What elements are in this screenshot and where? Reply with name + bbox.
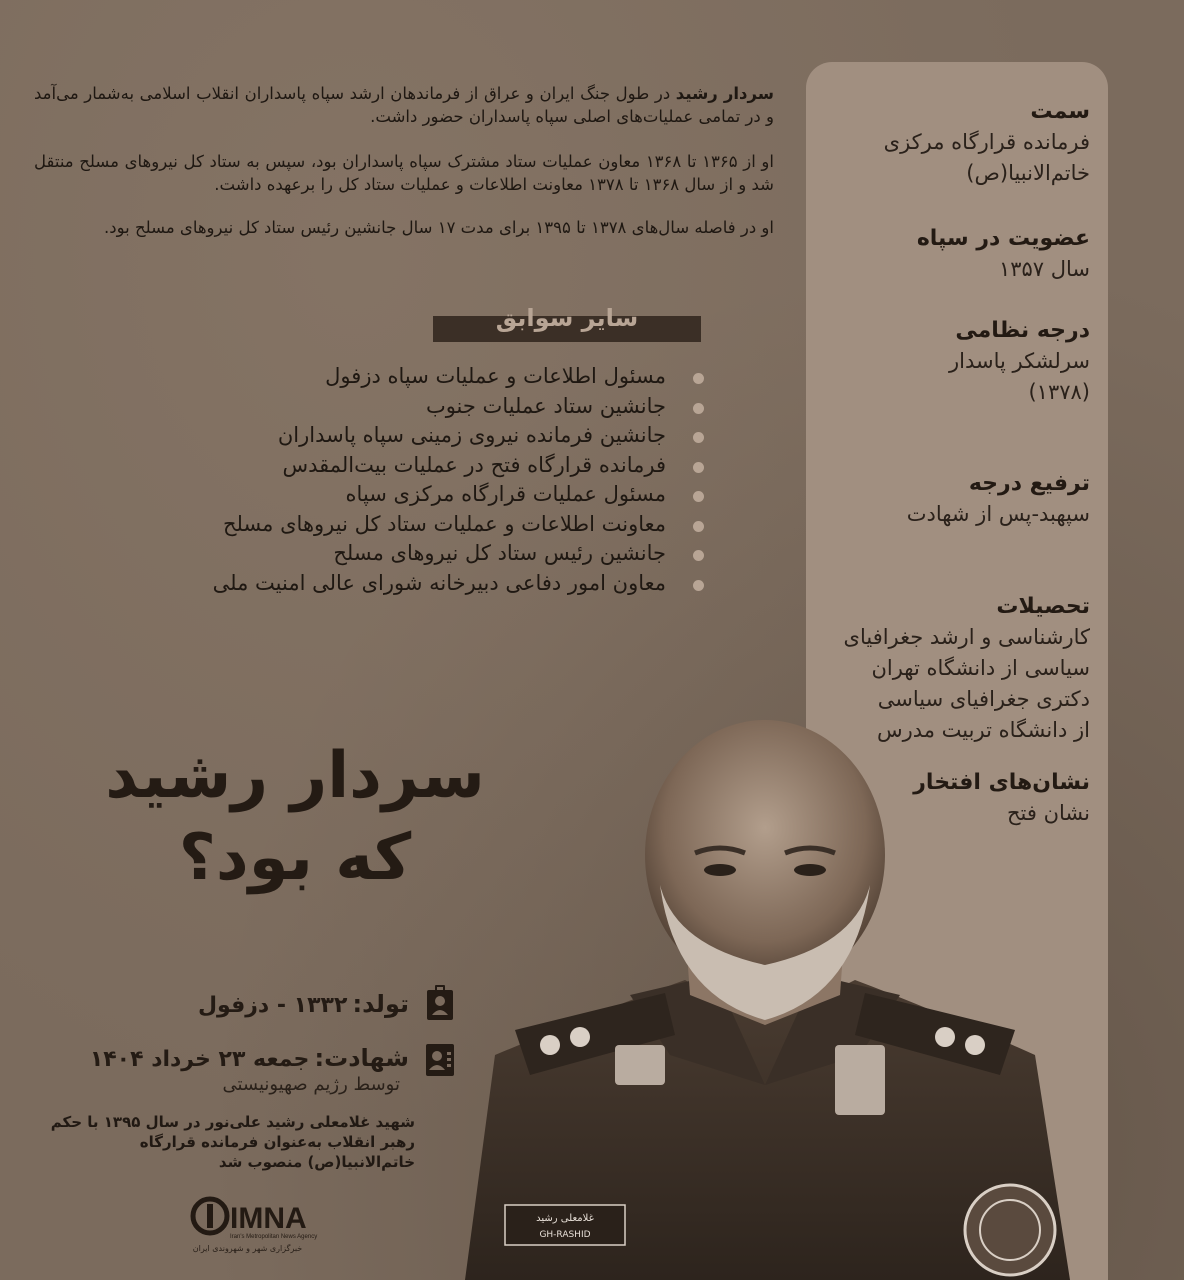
birth-label: تولد: (352, 990, 409, 1018)
logo-tagline: Iran's Metropolitan News Agency (230, 1234, 318, 1240)
membership-field (790, 224, 1090, 285)
membership-label: عضویت در سپاه (916, 226, 1090, 251)
list-item: مسئول عملیات قرارگاه مرکزی سپاه (104, 480, 704, 510)
membership-value: سال ۱۳۵۷ (998, 257, 1090, 281)
position-field (790, 97, 1090, 189)
birth-row (198, 990, 409, 1018)
list-item: معاونت اطلاعات و عملیات ستاد کل نیروهای مسلح (104, 510, 704, 540)
bullet-icon (693, 491, 704, 502)
id-card-icon (425, 1042, 455, 1078)
portrait-photo (455, 725, 1075, 1280)
promotion-label: ترفیع درجه (968, 471, 1090, 496)
nametag-en: GH-RASHID (539, 1230, 591, 1240)
records-list (104, 362, 704, 598)
bullet-icon (693, 462, 704, 473)
martyrdom-sub: توسط رژیم صهیونیستی (222, 1074, 400, 1095)
intro-paragraph-1 (34, 82, 774, 128)
rank-field (790, 316, 1090, 408)
list-item: جانشین ستاد عملیات جنوب (104, 392, 704, 422)
bullet-icon (693, 521, 704, 532)
records-title: سایر سوابق (495, 304, 639, 332)
bullet-icon (693, 580, 704, 591)
list-item: معاون امور دفاعی دبیرخانه شورای عالی امنیت ملی (104, 569, 704, 599)
education-label: تحصیلات (996, 594, 1090, 619)
list-item: جانشین رئیس ستاد کل نیروهای مسلح (104, 539, 704, 569)
title-line-2: که بود؟ (178, 821, 412, 895)
logo-text: IMNA (230, 1202, 307, 1235)
intro-name: سردار رشید (675, 84, 774, 103)
martyrdom-value: جمعه ۲۳ خرداد ۱۴۰۴ (89, 1047, 310, 1072)
birth-value: ۱۳۳۲ - دزفول (197, 993, 348, 1018)
martyrdom-row (90, 1044, 409, 1072)
promotion-value: سپهبد-پس از شهادت (906, 502, 1090, 526)
martyrdom-label: شهادت: (314, 1044, 409, 1072)
list-item: مسئول اطلاعات و عملیات سپاه دزفول (104, 362, 704, 392)
title-line-1: سردار رشید (105, 739, 485, 813)
bullet-icon (693, 373, 704, 384)
medals-label: نشان‌های افتخار (913, 770, 1090, 795)
bullet-icon (693, 403, 704, 414)
list-item: جانشین فرمانده نیروی زمینی سپاه پاسداران (104, 421, 704, 451)
education-value: کارشناسی و ارشد جغرافیای سیاسی از دانشگاه تهران دکتری جغرافیای سیاسی از دانشگاه تربیت مدرس (843, 625, 1090, 742)
id-badge-icon (425, 985, 455, 1021)
intro-p1-text: در طول جنگ ایران و عراق از فرماندهان ارشد سپاه پاسداران انقلاب اسلامی به‌شمار می‌آمد و در تمامی عملیات‌های اصلی سپاه پاسداران حضور داشت. (34, 84, 774, 126)
rank-value: سرلشکر پاسدار (۱۳۷۸) (948, 349, 1090, 404)
bullet-icon (693, 550, 704, 561)
nametag-fa: غلامعلی رشید (536, 1213, 594, 1224)
rank-label: درجه نظامی (955, 318, 1090, 343)
bullet-icon (693, 432, 704, 443)
promotion-field (790, 469, 1090, 530)
medals-value: نشان فتح (1006, 801, 1090, 825)
intro-paragraph-3: او در فاصله سال‌های ۱۳۷۸ تا ۱۳۹۵ برای مدت ۱۷ سال جانشین رئیس ستاد کل نیروهای مسلح بود. (104, 218, 774, 237)
position-label: سمت (1030, 99, 1090, 124)
education-field (790, 592, 1090, 746)
intro-paragraph-2: او از ۱۳۶۵ تا ۱۳۶۸ معاون عملیات ستاد مشترک سپاه پاسداران بود، سپس به ستاد کل نیروهای مسلح منتقل شد و از سال ۱۳۶۸ تا ۱۳۷۸ معاونت اطلاعات و عملیات ستاد کل را برعهده داشت. (34, 152, 774, 194)
list-item: فرمانده قرارگاه فتح در عملیات بیت‌المقدس (104, 451, 704, 481)
logo-subtitle: خبرگزاری شهر و شهروندی ایران (192, 1244, 303, 1253)
appointment-note: شهید غلامعلی رشید علی‌نور در سال ۱۳۹۵ با حکم رهبر انقلاب به‌عنوان فرمانده قرارگاه خاتم‌الانبیا(ص) منصوب شد (50, 1113, 415, 1171)
position-value: فرمانده قرارگاه مرکزی خاتم‌الانبیا(ص) (883, 130, 1090, 185)
